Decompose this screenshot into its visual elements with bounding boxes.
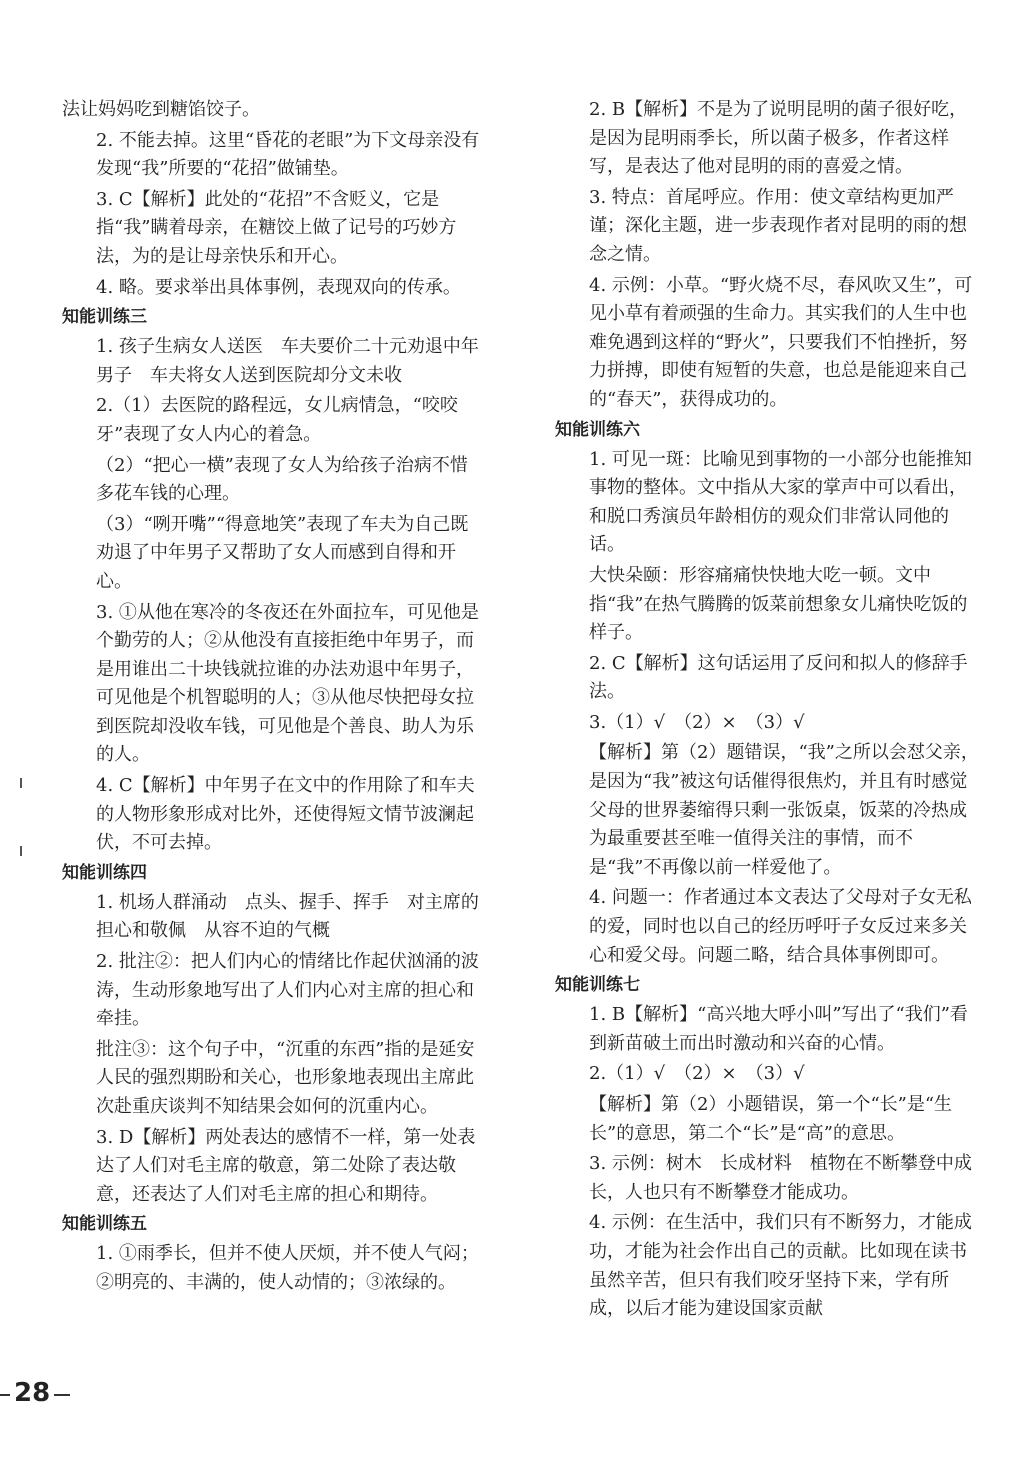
answer-paragraph: 1. 机场人群涌动 点头、握手、挥手 对主席的担心和敬佩 从容不迫的气概 <box>96 891 479 942</box>
section-heading: 知能训练七 <box>555 975 640 996</box>
answer-paragraph: 1. ①雨季长，但并不使人厌烦，并不使人气闷；②明亮的、丰满的，使人动情的；③浓绿的。 <box>96 1243 479 1293</box>
answer-paragraph: 4. 示例：小草。“野火烧不尽，春风吹又生”，可见小草有着顽强的生命力。其实我们的人生中也难免遇到这样的“野火”，只要我们不怕挫折，努力拼搏，即使有短暂的失意，也总是能迎来自己的“春天”，获得成功的。 <box>589 274 973 410</box>
answer-paragraph: 1. 孩子生病女人送医 车夫要价二十元劝退中年男子 车夫将女人送到医院却分文未收 <box>96 336 479 386</box>
page-number-dash <box>54 1394 70 1396</box>
answer-paragraph: 3. D【解析】两处表达的感情不一样，第一处表达了人们对毛主席的敬意，第二处除了表达敬意，还表达了人们对毛主席的担心和期待。 <box>96 1126 476 1205</box>
section-heading: 知能训练五 <box>62 1214 147 1235</box>
answer-paragraph: 1. 可见一斑：比喻见到事物的一小部分也能推知事物的整体。文中指从大家的掌声中可以看出，和脱口秀演员年龄相仿的观众们非常认同他的话。 <box>589 448 972 556</box>
section-heading: 知能训练四 <box>62 862 147 883</box>
page-number: 28 <box>14 1378 51 1408</box>
right-column <box>555 96 980 1326</box>
answer-paragraph: 2. 批注②：把人们内心的情绪比作起伏汹涌的波涛，生动形象地写出了人们内心对主席的担心和牵挂。 <box>96 951 479 1030</box>
answer-paragraph: 批注③：这个句子中，“沉重的东西”指的是延安人民的强烈期盼和关心，也形象地表现出主席此次赴重庆谈判不知结果会如何的沉重内心。 <box>96 1038 475 1117</box>
answer-paragraph: 4. 略。要求举出具体事例，表现双向的传承。 <box>96 276 461 298</box>
answer-paragraph: 4. 示例：在生活中，我们只有不断努力，才能成功，才能为社会作出自己的贡献。比如现在读书虽然辛苦，但只有我们咬牙坚持下来，学有所成，以后才能为建设国家贡献 <box>589 1212 972 1320</box>
answer-paragraph: 2.（1）去医院的路程远，女儿病情急，“咬咬牙”表现了女人内心的着急。 <box>96 395 458 445</box>
answer-paragraph: （2）“把心一横”表现了女人为给孩子治病不惜多花车钱的心理。 <box>96 454 468 505</box>
answer-paragraph: 【解析】第（2）题错误，“我”之所以会怼父亲，是因为“我”被这句话催得很焦灼，并且有时感觉父母的世界萎缩得只剩一张饭桌，饭菜的冷热成为最重要甚至唯一值得关注的事情，而不是“我”不再像以前一样爱他了。 <box>589 742 979 878</box>
answer-paragraph: 2. 不能去掉。这里“昏花的老眼”为下文母亲没有发现“我”所要的“花招”做铺垫。 <box>96 129 480 180</box>
answer-paragraph: 1. B【解析】“高兴地大呼小叫”写出了“我们”看到新苗破土而出时激动和兴奋的心情。 <box>589 1004 968 1054</box>
margin-mark <box>20 846 22 856</box>
answer-paragraph: 2. B【解析】不是为了说明昆明的菌子很好吃，是因为昆明雨季长，所以菌子极多，作者这样写，是表达了他对昆明的雨的喜爱之情。 <box>589 99 968 178</box>
answer-paragraph: 4. 问题一：作者通过本文表达了父母对子女无私的爱，同时也以自己的经历呼吁子女反过来多关心和爱父母。问题二略，结合具体事例即可。 <box>589 887 972 966</box>
answer-paragraph: 法让妈妈吃到糖馅饺子。 <box>62 99 260 120</box>
section-heading: 知能训练三 <box>62 307 147 328</box>
answer-paragraph: 3. ①从他在寒冷的冬夜还在外面拉车，可见他是个勤劳的人；②从他没有直接拒绝中年男子，而是用谁出二十块钱就拉谁的办法劝退中年男子，可见他是个机智聪明的人；③从他尽快把母女拉到医院却没收车钱，可见他是个善良、助人为乐的人。 <box>96 601 479 766</box>
answer-paragraph: 3.（1）√ （2）× （3）√ <box>589 711 805 733</box>
answer-paragraph: 3. 特点：首尾呼应。作用：使文章结构更加严谨；深化主题，进一步表现作者对昆明的雨的想念之情。 <box>589 186 967 265</box>
answer-paragraph: 3. C【解析】此处的“花招”不含贬义，它是指“我”瞒着母亲，在糖饺上做了记号的巧妙方法，为的是让母亲快乐和开心。 <box>96 188 457 267</box>
answer-paragraph: 2. C【解析】这句话运用了反问和拟人的修辞手法。 <box>589 652 968 703</box>
margin-mark <box>20 778 22 788</box>
page-number-dash <box>0 1394 10 1396</box>
left-column <box>62 96 482 1300</box>
answer-paragraph: 3. 示例：树木 长成材料 植物在不断攀登中成长，人也只有不断攀登才能成功。 <box>589 1153 972 1203</box>
answer-paragraph: （3）“咧开嘴”“得意地笑”表现了车夫为自己既劝退了中年男子又帮助了女人而感到自得和开心。 <box>96 513 469 592</box>
answer-paragraph: 大快朵颐：形容痛痛快快地大吃一顿。文中指“我”在热气腾腾的饭菜前想象女儿痛快吃饭的样子。 <box>589 564 968 644</box>
answer-paragraph: 4. C【解析】中年男子在文中的作用除了和车夫的人物形象形成对比外，还使得短文情节波澜起伏，不可去掉。 <box>96 775 475 854</box>
answer-paragraph: 【解析】第（2）小题错误，第一个“长”是“生长”的意思，第二个“长”是“高”的意思。 <box>589 1094 953 1144</box>
answer-paragraph: 2.（1）√ （2）× （3）√ <box>589 1063 805 1085</box>
section-heading: 知能训练六 <box>555 419 640 440</box>
